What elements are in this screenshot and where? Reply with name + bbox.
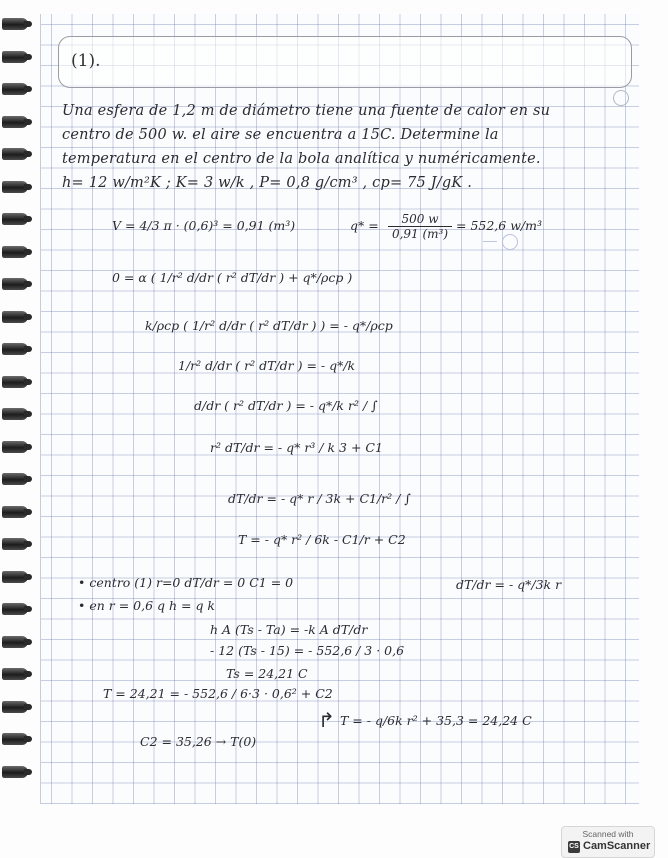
spiral-ring	[2, 181, 28, 193]
spiral-ring	[2, 148, 28, 160]
camscanner-logo-icon: CS	[568, 841, 580, 853]
volume-equation: V = 4/3 π · (0,6)³ = 0,91 (m³)	[112, 218, 296, 233]
heat-gen-fraction	[388, 212, 452, 241]
heat-equation-4: d/dr ( r² dT/dr ) = - q*/k r² / ∫	[194, 398, 378, 413]
spiral-ring	[2, 636, 28, 648]
problem-line-1: Una esfera de 1,2 m de diámetro tiene una fuente de calor en su	[62, 103, 551, 119]
scanned-with-text: Scanned with	[582, 829, 634, 839]
spiral-ring	[2, 701, 28, 713]
problem-line-4: h= 12 w/m²K ; K= 3 w/k , P= 0,8 g/cm³ , cp= 75 J/gK .	[62, 175, 473, 191]
spiral-ring	[2, 18, 28, 30]
boundary-condition-1: • centro (1) r=0 dT/dr = 0 C1 = 0	[78, 575, 294, 590]
spiral-ring	[2, 376, 28, 388]
heat-equation-7: T = - q* r² / 6k - C1/r + C2	[238, 532, 406, 547]
camscanner-brand-text: CamScanner	[583, 840, 651, 852]
spiral-ring	[2, 766, 28, 778]
heat-gen-denominator: 0,91 (m³)	[391, 227, 449, 241]
spiral-ring	[2, 441, 28, 453]
spiral-ring	[2, 571, 28, 583]
spiral-ring	[2, 538, 28, 550]
center-temperature-result: T = - q/6k r² + 35,3 = 24,24 C	[340, 713, 532, 728]
spiral-ring	[2, 83, 28, 95]
spiral-ring	[2, 603, 28, 615]
problem-number: (1).	[71, 51, 101, 71]
constant-c2-result: C2 = 35,26 → T(0)	[140, 734, 257, 749]
gradient-side-note: dT/dr = - q*/3k r	[456, 577, 562, 592]
spiral-ring	[2, 343, 28, 355]
spiral-ring	[2, 311, 28, 323]
spiral-ring	[2, 213, 28, 225]
spiral-ring	[2, 733, 28, 745]
spiral-ring	[2, 51, 28, 63]
arrow-hook-icon: ↱	[318, 708, 335, 732]
heat-equation-5: r² dT/dr = - q* r³ / k 3 + C1	[210, 440, 383, 455]
spiral-ring	[2, 408, 28, 420]
camscanner-badge	[561, 826, 655, 858]
boundary-condition-2: • en r = 0,6 q h = q k	[78, 598, 216, 613]
heat-equation-6: dT/dr = - q* r / 3k + C1/r² / ∫	[228, 491, 411, 506]
energy-balance-substituted: - 12 (Ts - 15) = - 552,6 / 3 · 0,6	[210, 643, 405, 658]
energy-balance-equation: h A (Ts - Ta) = -k A dT/dr	[210, 622, 368, 637]
surface-temperature: Ts = 24,21 C	[226, 666, 308, 681]
spiral-ring	[2, 473, 28, 485]
heat-equation-3: 1/r² d/dr ( r² dT/dr ) = - q*/k	[178, 358, 356, 373]
corner-scribble-mark	[613, 90, 629, 106]
spiral-ring	[2, 278, 28, 290]
problem-line-2: centro de 500 w. el aire se encuentra a 15C. Determine la	[62, 127, 499, 143]
heat-equation-2: k/ρcp ( 1/r² d/dr ( r² dT/dr ) ) = - q*/ρcp	[145, 318, 393, 333]
spiral-binding	[0, 18, 32, 798]
problem-number-box	[58, 36, 632, 88]
spiral-ring	[2, 116, 28, 128]
problem-line-3: temperatura en el centro de la bola analítica y numéricamente.	[62, 151, 541, 167]
heat-gen-rhs: = 552,6 w/m³	[456, 218, 542, 233]
spiral-ring	[2, 668, 28, 680]
heat-gen-numerator: 500 w	[388, 212, 452, 227]
crossed-out-mark	[483, 241, 497, 242]
heat-gen-lhs: q* =	[350, 218, 379, 233]
heat-equation-1: 0 = α ( 1/r² d/dr ( r² dT/dr ) + q*/ρcp )	[112, 270, 353, 285]
spiral-ring	[2, 246, 28, 258]
spiral-ring	[2, 506, 28, 518]
crossed-out-circle	[502, 234, 518, 250]
constant-equation: T = 24,21 = - 552,6 / 6·3 · 0,6² + C2	[103, 686, 333, 701]
